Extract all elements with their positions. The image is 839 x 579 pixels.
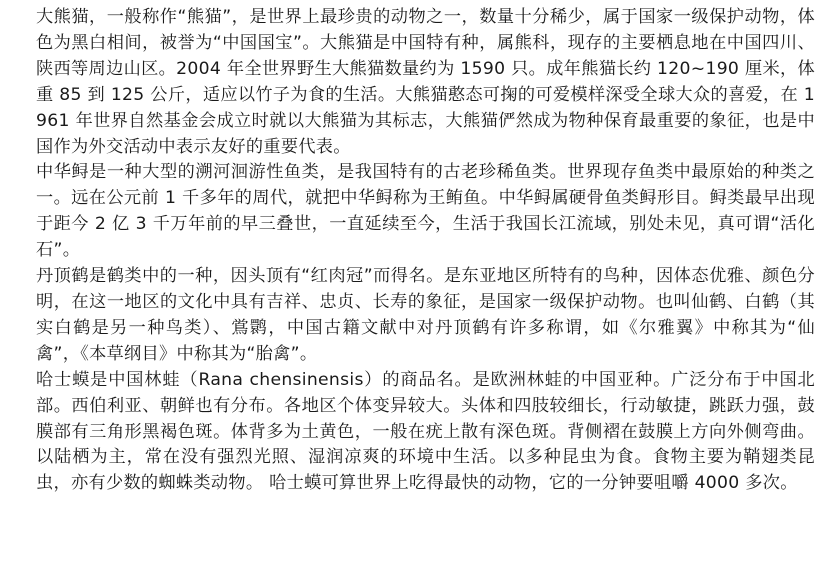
- paragraph-giant-panda: 大熊猫，一般称作“熊猫”，是世界上最珍贵的动物之一，数量十分稀少，属于国家一级保护动物，体色为黑白相间，被誉为“中国国宝”。大熊猫是中国特有种，属熊科，现存的主要栖息地在中国四川、陕西等周边山区。2004 年全世界野生大熊猫数量约为 1590 只。成年熊猫长约 120~190 厘米，体重 85 到 125 公斤，适应以竹子为食的生活。大熊猫憨态可掬的可爱模样深受全球大众的喜爱，在 1961 年世界自然基金会成立时就以大熊猫为其标志，大熊猫俨然成为物种保育最重要的象征，也是中国作为外交活动中表示友好的重要代表。: [36, 7, 815, 157]
- paragraph-chinese-forest-frog: 哈士蟆是中国林蛙（Rana chensinensis）的商品名。是欧洲林蛙的中国亚种。广泛分布于中国北部。西伯利亚、朝鲜也有分布。各地区个体变异较大。头体和四肢较细长，行动敏捷，跳跃力强，鼓膜部有三角形黑褐色斑。体背多为土黄色，一般在疣上散有深色斑。背侧褶在鼓膜上方向外侧弯曲。以陆栖为主，常在没有强烈光照、湿润凉爽的环境中生活。以多种昆虫为食。食物主要为鞘翅类昆虫，亦有少数的蜘蛛类动物。 哈士蟆可算世界上吃得最快的动物，它的一分钟要咀嚼 4000 多次。: [36, 369, 815, 494]
- paragraph-chinese-sturgeon: 中华鲟是一种大型的溯河洄游性鱼类，是我国特有的古老珍稀鱼类。世界现存鱼类中最原始的种类之一。远在公元前 1 千多年的周代，就把中华鲟称为王鲔鱼。中华鲟属硬骨鱼类鲟形目。鲟类最早出现于距今 2 亿 3 千万年前的早三叠世，一直延续至今，生活于我国长江流域，别处未见，真可谓“活化石”。: [36, 162, 815, 261]
- paragraph-red-crowned-crane: 丹顶鹤是鹤类中的一种，因头顶有“红肉冠”而得名。是东亚地区所特有的鸟种，因体态优雅、颜色分明，在这一地区的文化中具有吉祥、忠贞、长寿的象征，是国家一级保护动物。也叫仙鹤、白鹤（其实白鹤是另一种鸟类）、鴬鹮，中国古籍文献中对丹顶鹤有许多称谓，如《尔雅翼》中称其为“仙禽”，《本草纲目》中称其为“胎禽”。: [36, 266, 815, 364]
